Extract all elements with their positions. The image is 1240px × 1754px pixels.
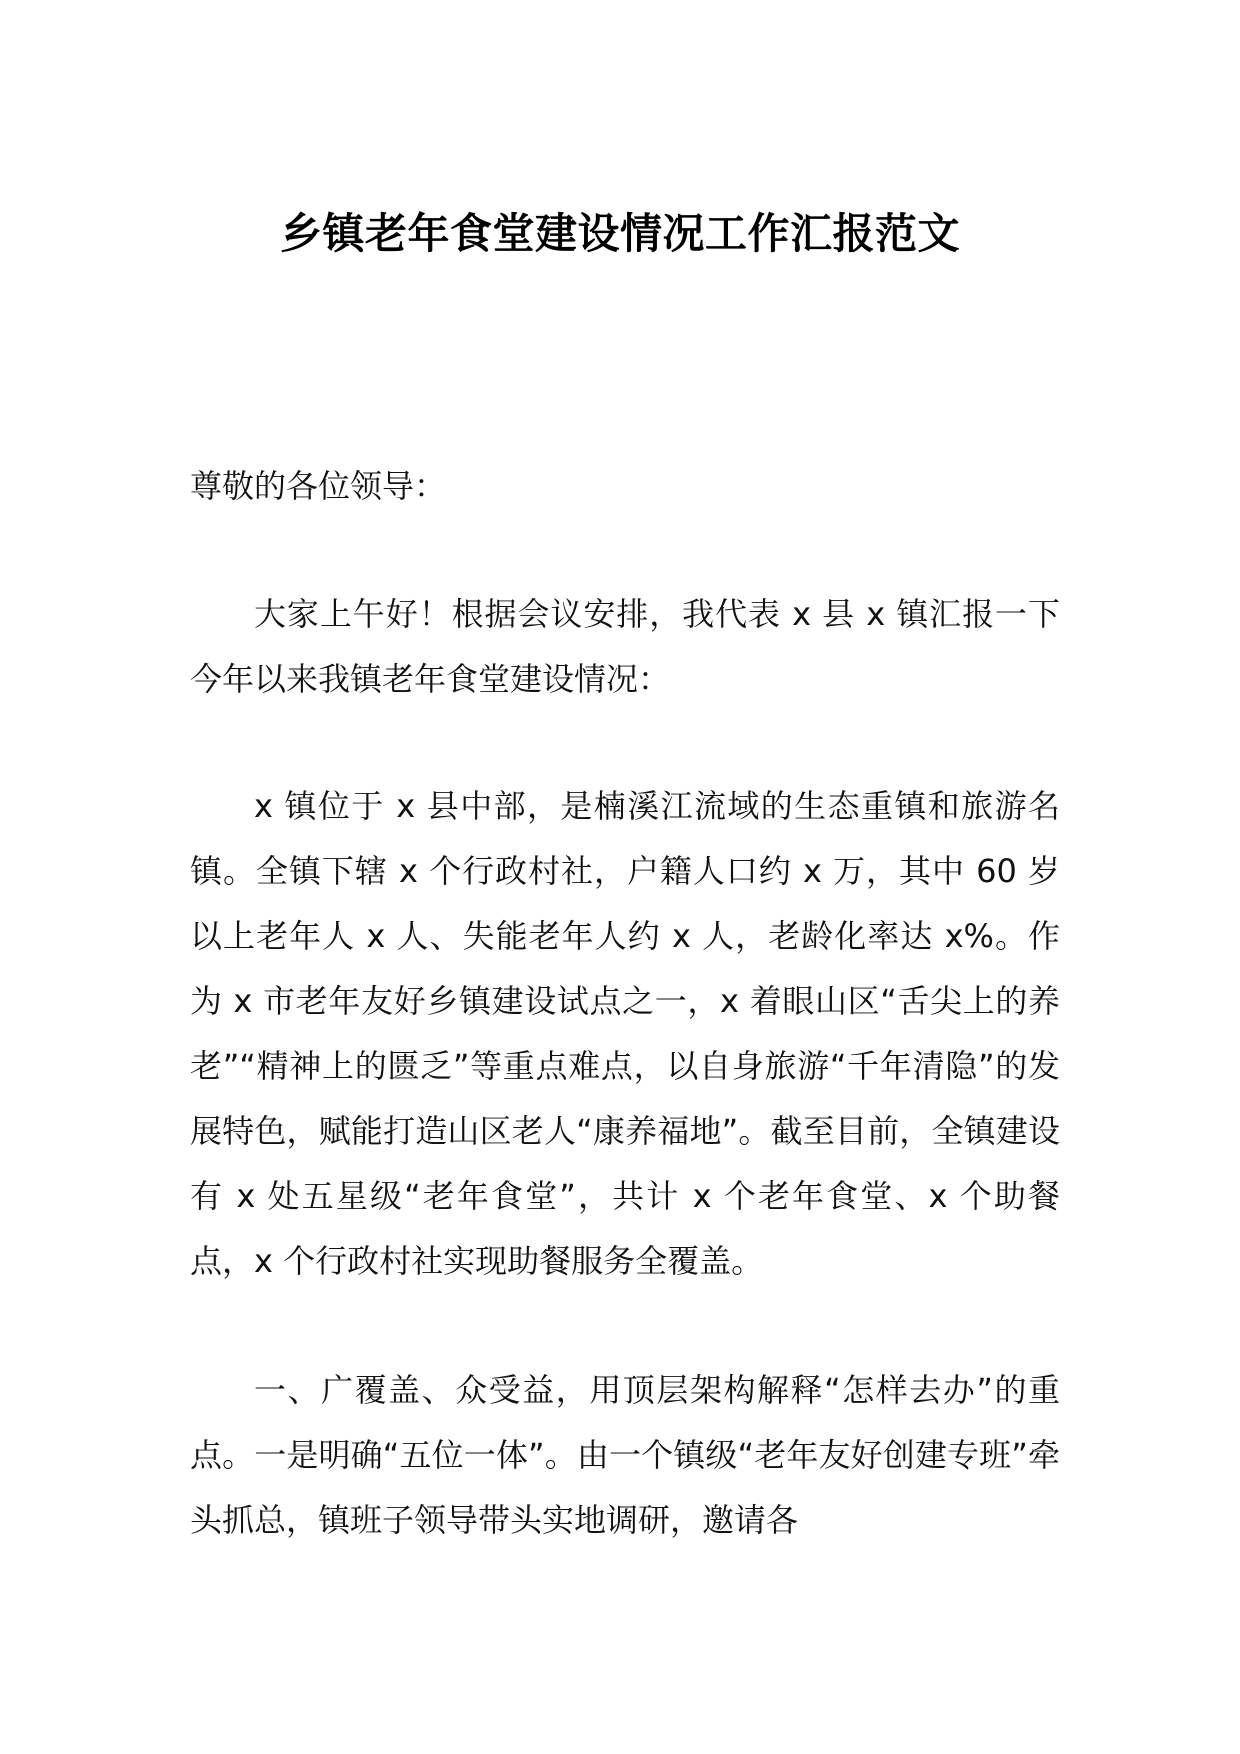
document-title: 乡镇老年食堂建设情况工作汇报范文 <box>279 209 960 258</box>
paragraph-greeting: 大家上午好！根据会议安排，我代表 x 县 x 镇汇报一下今年以来我镇老年食堂建设情况： <box>190 595 1060 698</box>
salutation: 尊敬的各位领导： <box>190 467 447 505</box>
paragraph-section-one: 一、广覆盖、众受益，用顶层架构解释“怎样去办”的重点。一是明确“五位一体”。由一个镇级“老年友好创建专班”牵头抓总，镇班子领导带头实地调研，邀请各 <box>190 1371 1060 1539</box>
paragraph-town-overview: x 镇位于 x 县中部，是楠溪江流域的生态重镇和旅游名镇。全镇下辖 x 个行政村社，户籍人口约 x 万，其中 60 岁以上老年人 x 人、失能老年人约 x 人，老龄化率达 x%。作为 x 市老年友好乡镇建设试点之一，x 着眼山区“舌尖上的养老”“精神上的匮乏”等重点难点，以自身旅游“千年清隐”的发展特色，赋能打造山区老人“康养福地”。截至目前，全镇建设有 x 处五星级“老年食堂”，共计 x 个老年食堂、x 个助餐点，x 个行政村社实现助餐服务全覆盖。 <box>190 787 1060 1280</box>
